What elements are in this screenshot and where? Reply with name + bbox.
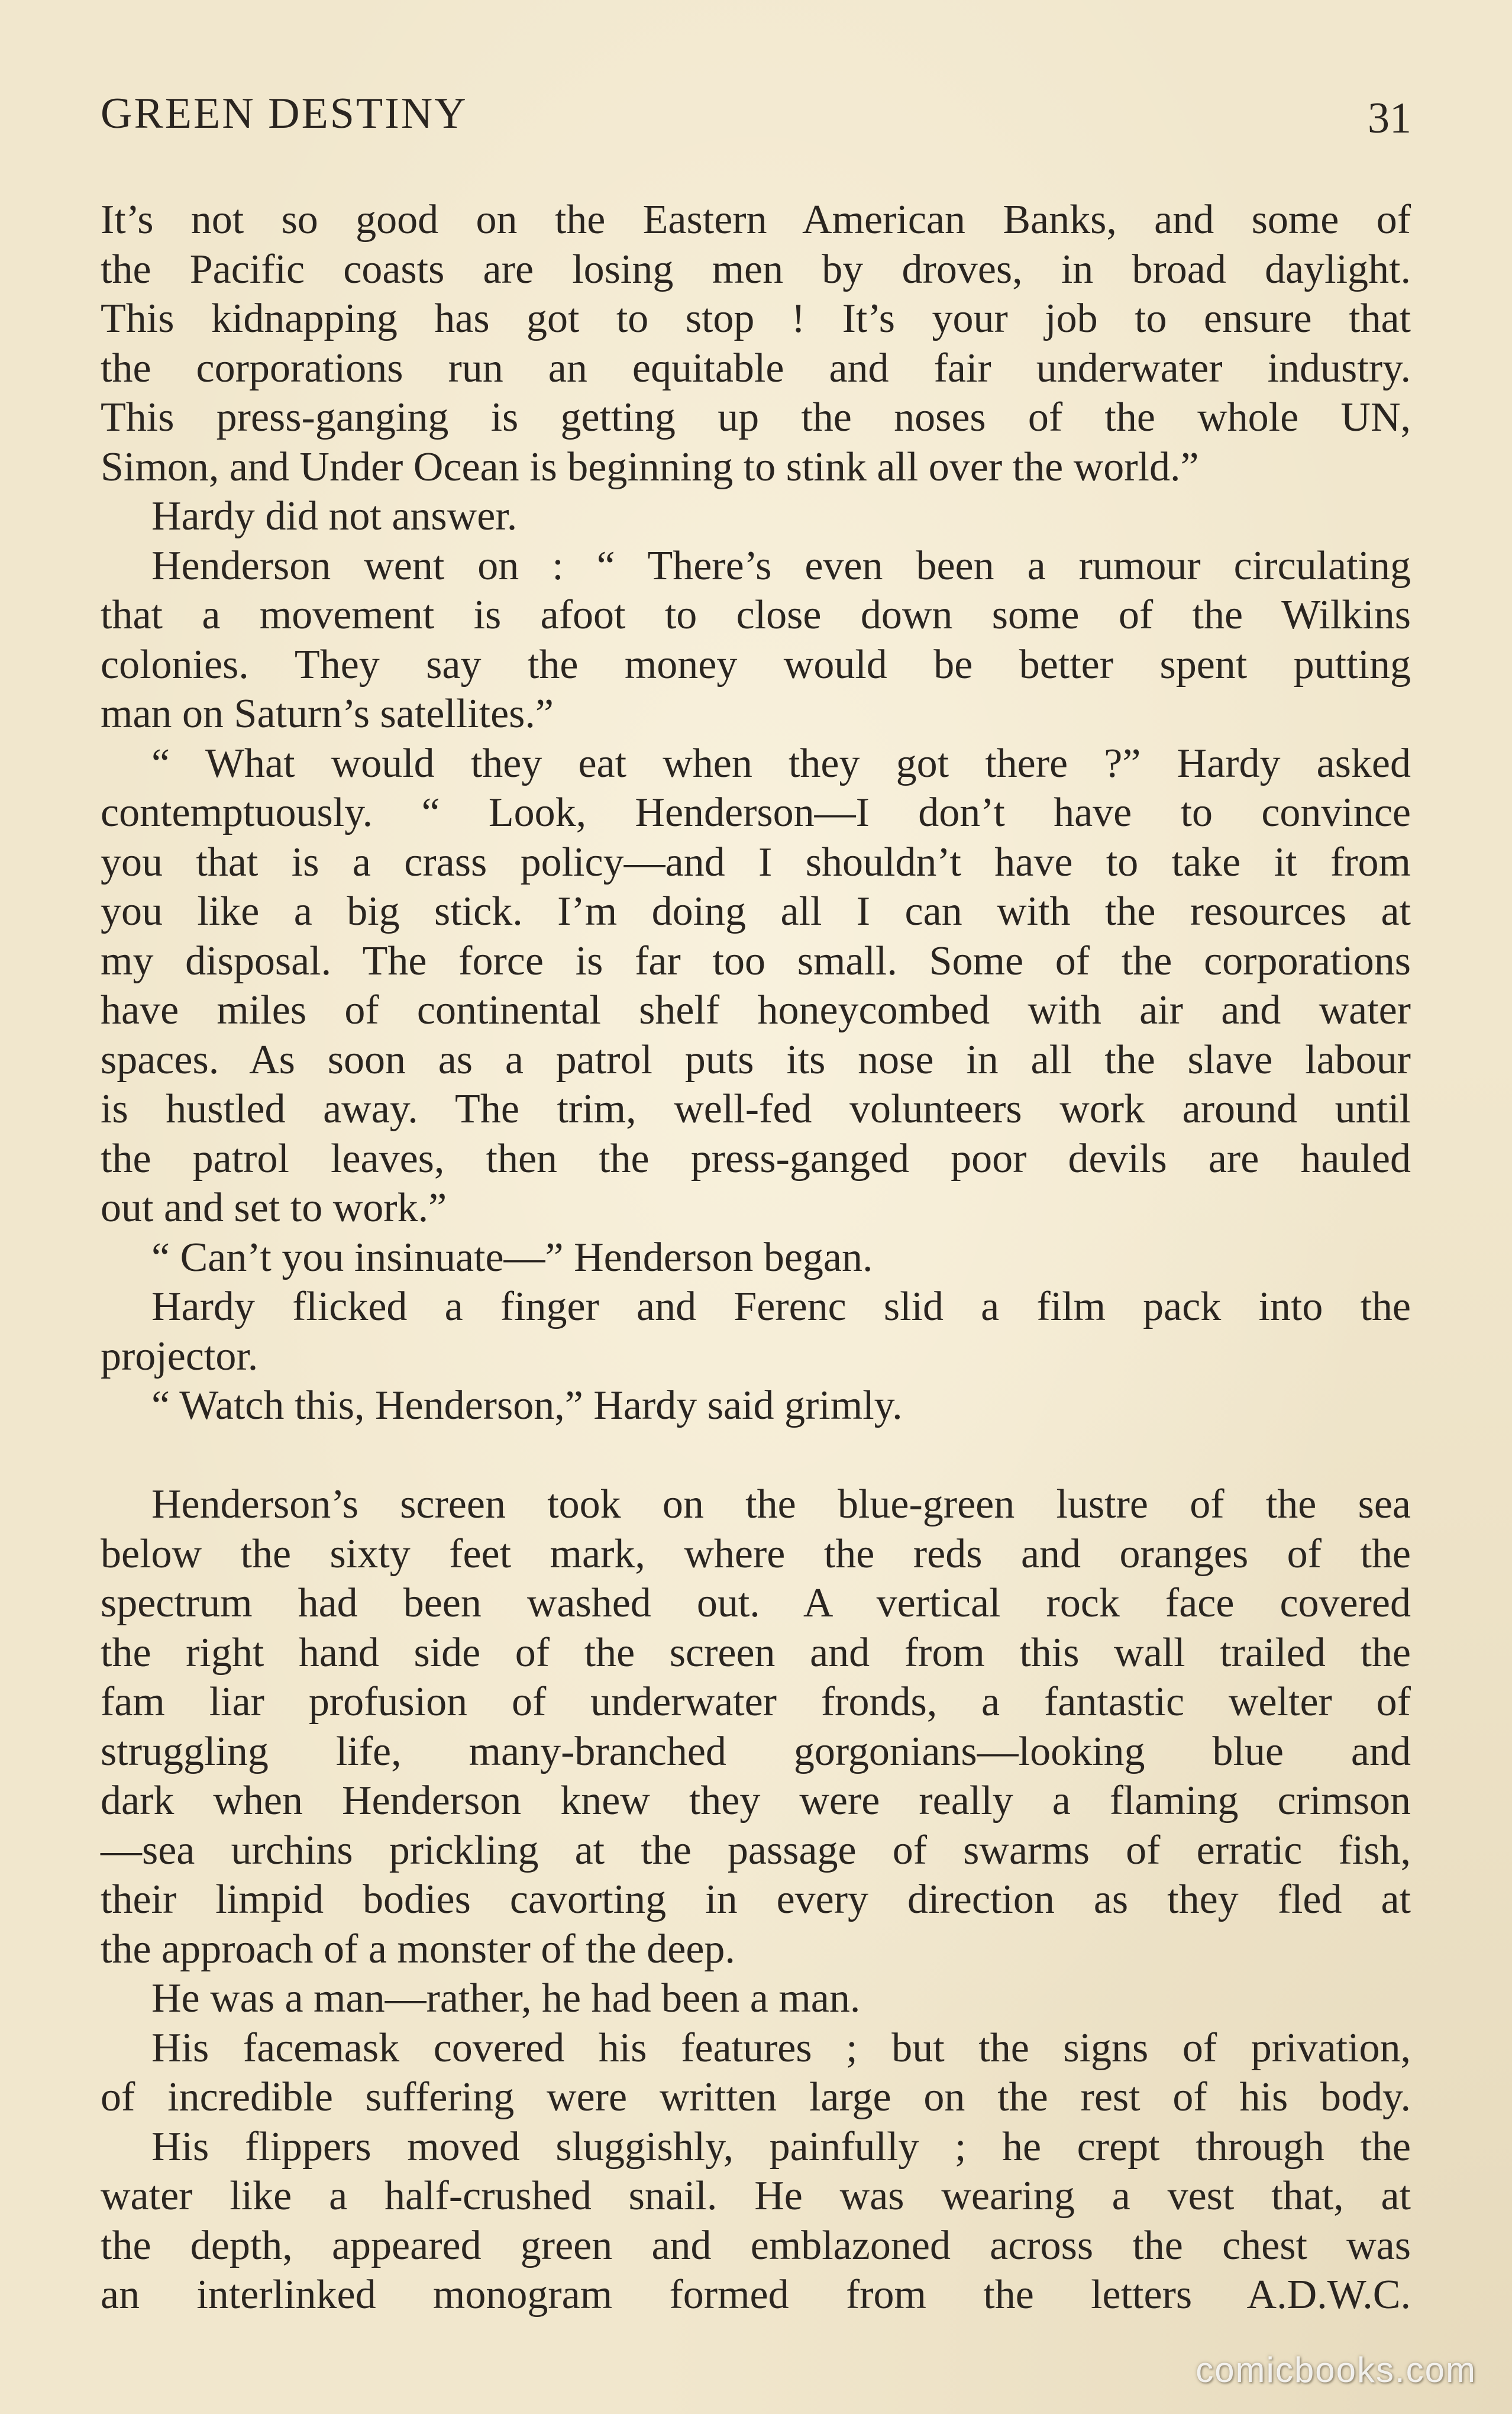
text-line: “ Watch this, Henderson,” Hardy said grimly. [151, 1383, 903, 1428]
text-line: you like a big stick. I’m doing all I can with the resources at [101, 889, 1411, 934]
text-line: fam liar profusion of underwater fronds, a fantastic welter of [101, 1679, 1411, 1725]
text-line: He was a man—rather, he had been a man. [151, 1976, 861, 2021]
text-line: their limpid bodies cavorting in every direction as they fled at [101, 1877, 1411, 1922]
text-line: the depth, appeared green and emblazoned across the chest was [101, 2222, 1411, 2268]
text-line: projector. [101, 1333, 259, 1379]
text-line: colonies. They say the money would be better spent putting [101, 641, 1411, 688]
text-line: spectrum had been washed out. A vertical rock face covered [101, 1580, 1411, 1626]
section-break [101, 1431, 1411, 1480]
watermark: comicbooks.com [1196, 2350, 1477, 2390]
body-text [101, 195, 1411, 2320]
text-line: the corporations run an equitable and fair underwater industry. [101, 345, 1411, 391]
text-line: that a movement is afoot to close down some of the Wilkins [101, 592, 1411, 638]
text-line: Hardy flicked a finger and Ferenc slid a film pack into the [151, 1284, 1411, 1329]
text-line: Hardy did not answer. [151, 493, 518, 539]
page-number: 31 [1368, 94, 1411, 143]
text-line: an interlinked monogram formed from the letters A.D.W.C. [101, 2272, 1411, 2318]
text-line: This press-ganging is getting up the noses of the whole UN, [101, 395, 1411, 440]
text-line: the approach of a monster of the deep. [101, 1926, 735, 1972]
text-line: contemptuously. “ Look, Henderson—I don’t have to convince [101, 790, 1411, 835]
text-line: you that is a crass policy—and I shouldn’t have to take it from [101, 839, 1411, 885]
running-head [101, 89, 1411, 154]
text-line: my disposal. The force is far too small. Some of the corporations [101, 938, 1411, 984]
text-line: “ Can’t you insinuate—” Henderson began. [151, 1234, 873, 1280]
text-line: dark when Henderson knew they were really a flaming crimson [101, 1778, 1411, 1824]
text-line: —sea urchins prickling at the passage of swarms of erratic fish, [101, 1827, 1411, 1873]
text-line: water like a half-crushed snail. He was wearing a vest that, at [101, 2173, 1411, 2219]
text-line: of incredible suffering were written large on the rest of his body. [101, 2074, 1411, 2120]
text-line: Henderson’s screen took on the blue-green lustre of the sea [151, 1482, 1411, 1527]
text-line: Henderson went on : “ There’s even been a rumour circulating [151, 543, 1411, 589]
text-line: the Pacific coasts are losing men by droves, in broad daylight. [101, 246, 1411, 292]
text-line: the patrol leaves, then the press-ganged poor devils are hauled [101, 1135, 1411, 1182]
text-line: This kidnapping has got to stop ! It’s your job to ensure that [101, 296, 1411, 341]
text-line: spaces. As soon as a patrol puts its nose in all the slave labour [101, 1037, 1411, 1083]
text-line: struggling life, many-branched gorgonians—looking blue and [101, 1728, 1411, 1774]
text-line: “ What would they eat when they got there ?” Hardy asked [151, 740, 1411, 786]
text-line: out and set to work.” [101, 1185, 447, 1231]
running-head-title: GREEN DESTINY [101, 89, 468, 138]
text-line: It’s not so good on the Eastern American Banks, and some of [101, 197, 1411, 243]
text-line: the right hand side of the screen and from this wall trailed the [101, 1629, 1411, 1676]
text-line: man on Saturn’s satellites.” [101, 691, 554, 737]
text-line: have miles of continental shelf honeycombed with air and water [101, 987, 1411, 1033]
text-line: His flippers moved sluggishly, painfully ; he crept through the [151, 2123, 1411, 2170]
text-line: below the sixty feet mark, where the reds and oranges of the [101, 1531, 1411, 1577]
text-line: His facemask covered his features ; but the signs of privation, [151, 2025, 1411, 2071]
text-line: Simon, and Under Ocean is beginning to stink all over the world.” [101, 444, 1199, 490]
text-line: is hustled away. The trim, well-fed volunteers work around until [101, 1086, 1411, 1132]
